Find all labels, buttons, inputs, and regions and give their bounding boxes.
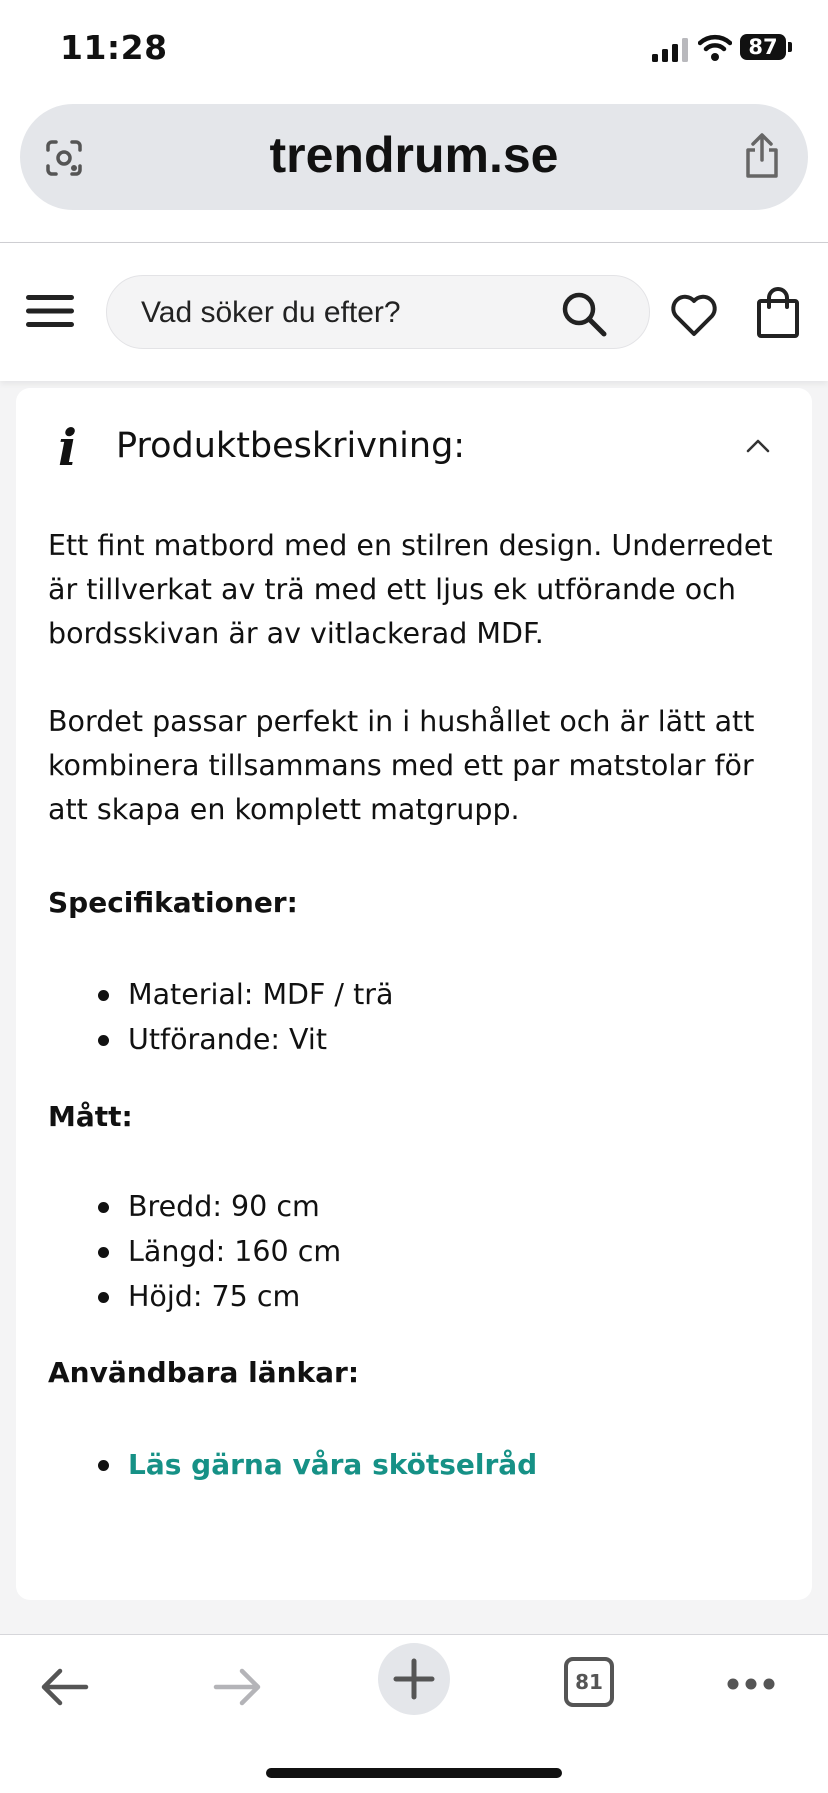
status-time: 11:28 bbox=[60, 28, 168, 67]
cellular-signal-icon bbox=[652, 38, 690, 62]
search-placeholder: Vad söker du efter? bbox=[141, 296, 401, 329]
battery-indicator bbox=[740, 34, 786, 60]
battery-tip bbox=[788, 42, 792, 52]
list-item: Bredd: 90 cm bbox=[128, 1184, 341, 1229]
heart-icon[interactable] bbox=[670, 293, 718, 337]
hamburger-menu-icon[interactable] bbox=[26, 293, 74, 329]
list-item: Längd: 160 cm bbox=[128, 1229, 341, 1274]
specifications-heading: Specifikationer: bbox=[48, 886, 298, 919]
care-advice-link[interactable]: Läs gärna våra skötselråd bbox=[128, 1448, 538, 1481]
dimensions-list bbox=[128, 1184, 341, 1319]
tab-count: 81 bbox=[575, 1670, 603, 1694]
status-bar bbox=[0, 0, 828, 100]
back-arrow-icon[interactable] bbox=[38, 1665, 90, 1709]
list-item bbox=[128, 1442, 537, 1487]
chevron-up-icon[interactable] bbox=[744, 436, 772, 456]
useful-links-heading: Användbara länkar: bbox=[48, 1356, 360, 1389]
forward-arrow-icon[interactable] bbox=[212, 1665, 264, 1709]
search-input[interactable] bbox=[106, 275, 650, 349]
new-tab-button[interactable] bbox=[378, 1643, 450, 1715]
site-header bbox=[0, 243, 828, 381]
list-item: Utförande: Vit bbox=[128, 1017, 393, 1062]
specifications-list bbox=[128, 972, 393, 1062]
share-icon[interactable] bbox=[742, 132, 782, 180]
description-paragraph-2: Bordet passar perfekt in i hushållet och är lätt att kombinera tillsammans med ett par matstolar för att skapa en komplett matgrupp. bbox=[48, 705, 755, 826]
product-description-card bbox=[16, 388, 812, 1600]
plus-icon bbox=[378, 1643, 450, 1715]
url-text[interactable]: trendrum.se bbox=[269, 127, 559, 183]
list-item: Material: MDF / trä bbox=[128, 972, 393, 1017]
dimensions-heading: Mått: bbox=[48, 1100, 133, 1133]
search-icon[interactable] bbox=[559, 289, 609, 339]
list-item: Höjd: 75 cm bbox=[128, 1274, 341, 1319]
shopping-bag-icon[interactable] bbox=[756, 287, 800, 339]
address-bar[interactable] bbox=[20, 104, 808, 210]
tabs-button[interactable] bbox=[564, 1657, 614, 1707]
description-paragraph-1: Ett fint matbord med en stilren design. Underredet är tillverkat av trä med ett ljus ek utförande och bordsskivan är av vitlackerad MDF. bbox=[48, 529, 773, 650]
info-icon: i bbox=[58, 418, 77, 477]
home-indicator bbox=[266, 1768, 562, 1778]
wifi-icon bbox=[698, 33, 732, 63]
section-title[interactable]: Produktbeskrivning: bbox=[116, 426, 466, 466]
useful-links-list bbox=[128, 1442, 537, 1487]
browser-url-area bbox=[0, 100, 828, 243]
more-options-icon[interactable] bbox=[726, 1677, 776, 1691]
battery-level: 87 bbox=[748, 35, 778, 59]
